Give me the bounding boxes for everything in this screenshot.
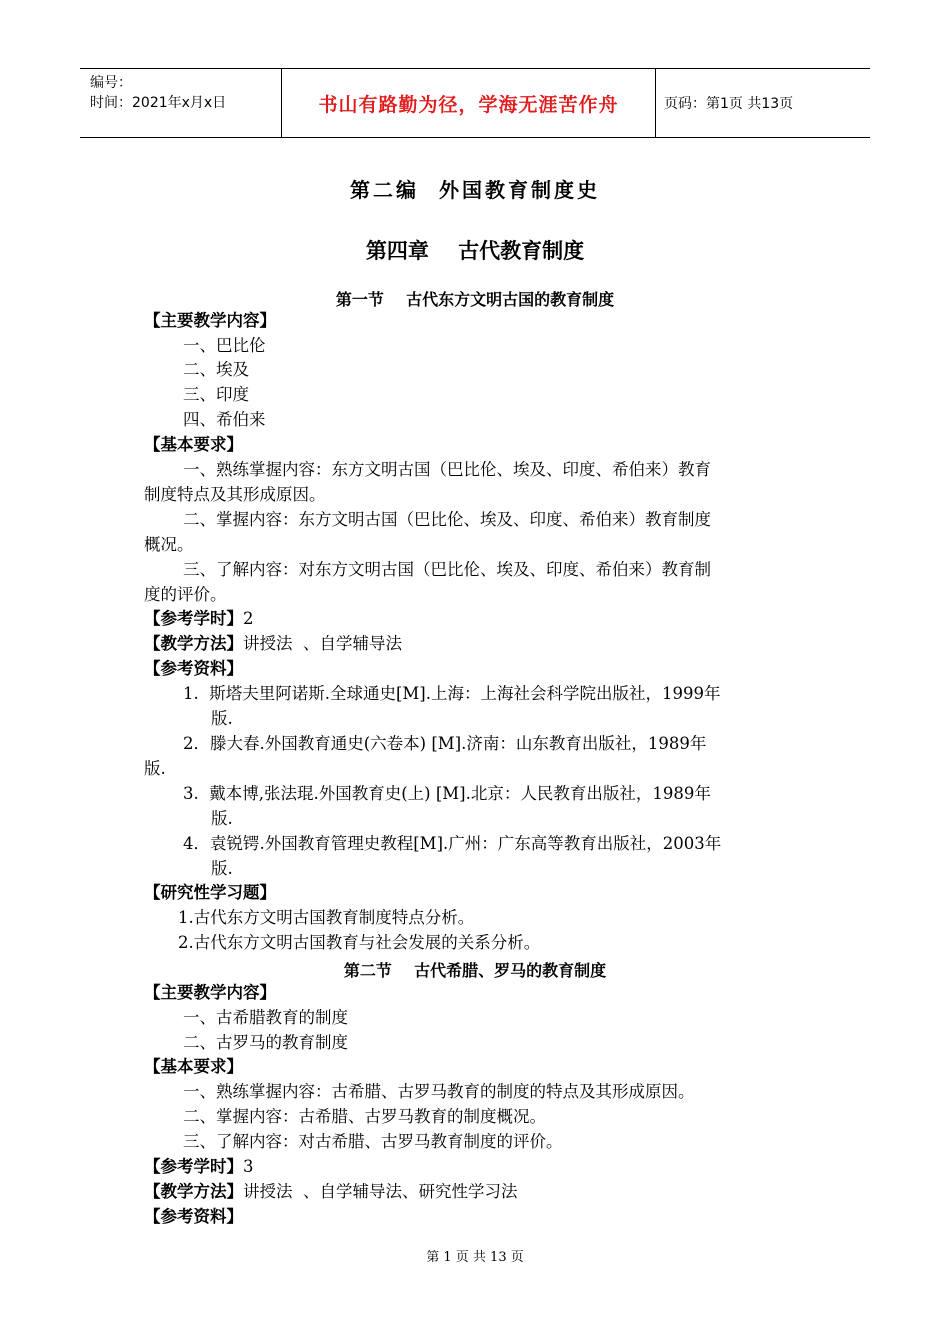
s2-req-line: 三、了解内容：对古希腊、古罗马教育制度的评价。 bbox=[183, 1132, 563, 1151]
section-2-title: 第二节 古代希腊、罗马的教育制度 bbox=[343, 961, 607, 980]
s2-req-line: 二、掌握内容：古希腊、古罗马教育的制度概况。 bbox=[183, 1107, 546, 1126]
s2-req-label: 【基本要求】 bbox=[144, 1057, 243, 1076]
s1-ref-line: 版. bbox=[211, 859, 233, 878]
s1-ref-line: 1. 斯塔夫里阿诺斯.全球通史[M].上海：上海社会科学院出版社，1999年 bbox=[183, 684, 721, 703]
s1-hours bbox=[144, 608, 254, 630]
s1-req-line: 三、了解内容：对东方文明古国（巴比伦、埃及、印度、希伯来）教育制 bbox=[183, 560, 711, 579]
page-header bbox=[80, 68, 870, 138]
s2-hours bbox=[144, 1156, 254, 1178]
s1-method-value: 讲授法 、自学辅导法 bbox=[243, 634, 402, 653]
s1-ref-label: 【参考资料】 bbox=[144, 659, 243, 678]
s1-content-item: 一、巴比伦 bbox=[183, 336, 266, 355]
number-label: 编号： bbox=[90, 75, 132, 91]
s1-req-line: 制度特点及其形成原因。 bbox=[144, 485, 326, 504]
s1-ref-line: 3. 戴本博,张法琨.外国教育史(上) [M].北京：人民教育出版社，1989年 bbox=[183, 784, 711, 803]
s2-method bbox=[144, 1181, 518, 1203]
s1-ref-line: 4．袁锐锷.外国教育管理史教程[M].广州：广东高等教育出版社，2003年 bbox=[183, 834, 722, 853]
page-footer: 第 1 页 共 13 页 bbox=[426, 1250, 524, 1265]
s2-content-item: 二、古罗马的教育制度 bbox=[183, 1033, 348, 1052]
s1-content-item: 三、印度 bbox=[183, 385, 249, 404]
volume-title: 第二编 外国教育制度史 bbox=[350, 178, 600, 202]
s1-ref-line: 2．滕大春.外国教育通史(六卷本) [M].济南：山东教育出版社，1989年 bbox=[183, 734, 707, 753]
s1-req-label: 【基本要求】 bbox=[144, 435, 243, 454]
s1-research-item: 1.古代东方文明古国教育制度特点分析。 bbox=[178, 908, 475, 927]
s2-content-label: 【主要教学内容】 bbox=[144, 983, 276, 1002]
s1-content-item: 二、埃及 bbox=[183, 360, 249, 379]
s1-method-label: 【教学方法】 bbox=[144, 634, 243, 653]
motto: 书山有路勤为径，学海无涯苦作舟 bbox=[281, 69, 656, 137]
chapter-title: 第四章 古代教育制度 bbox=[365, 239, 585, 263]
s2-hours-label: 【参考学时】 bbox=[144, 1157, 243, 1176]
s1-content-label: 【主要教学内容】 bbox=[144, 311, 276, 330]
header-meta bbox=[80, 69, 280, 137]
s1-req-line: 一、熟练掌握内容：东方文明古国（巴比伦、埃及、印度、希伯来）教育 bbox=[183, 460, 711, 479]
s1-research-item: 2.古代东方文明古国教育与社会发展的关系分析。 bbox=[178, 933, 541, 952]
s2-content-item: 一、古希腊教育的制度 bbox=[183, 1008, 348, 1027]
s1-ref-line: 版. bbox=[211, 809, 233, 828]
section-1-title: 第一节 古代东方文明古国的教育制度 bbox=[335, 290, 615, 309]
s1-ref-line: 版. bbox=[144, 759, 166, 778]
s1-content-item: 四、希伯来 bbox=[183, 410, 266, 429]
s2-method-value: 讲授法 、自学辅导法、研究性学习法 bbox=[243, 1182, 518, 1201]
s1-ref-line: 版. bbox=[211, 709, 233, 728]
s2-req-line: 一、熟练掌握内容：古希腊、古罗马教育的制度的特点及其形成原因。 bbox=[183, 1082, 695, 1101]
date-label: 时间：2021年x月x日 bbox=[90, 95, 227, 111]
s1-hours-label: 【参考学时】 bbox=[144, 609, 243, 628]
s2-ref-label: 【参考资料】 bbox=[144, 1207, 243, 1226]
s1-req-line: 度的评价。 bbox=[144, 585, 227, 604]
s1-method bbox=[144, 633, 402, 655]
page-info: 页码：第1页 共13页 bbox=[664, 96, 794, 112]
s1-req-line: 二、掌握内容：东方文明古国（巴比伦、埃及、印度、希伯来）教育制度 bbox=[183, 510, 711, 529]
s2-method-label: 【教学方法】 bbox=[144, 1182, 243, 1201]
s1-research-label: 【研究性学习题】 bbox=[144, 883, 276, 902]
s2-hours-value: 3 bbox=[243, 1157, 254, 1176]
s1-req-line: 概况。 bbox=[144, 535, 194, 554]
s1-hours-value: 2 bbox=[243, 609, 254, 628]
